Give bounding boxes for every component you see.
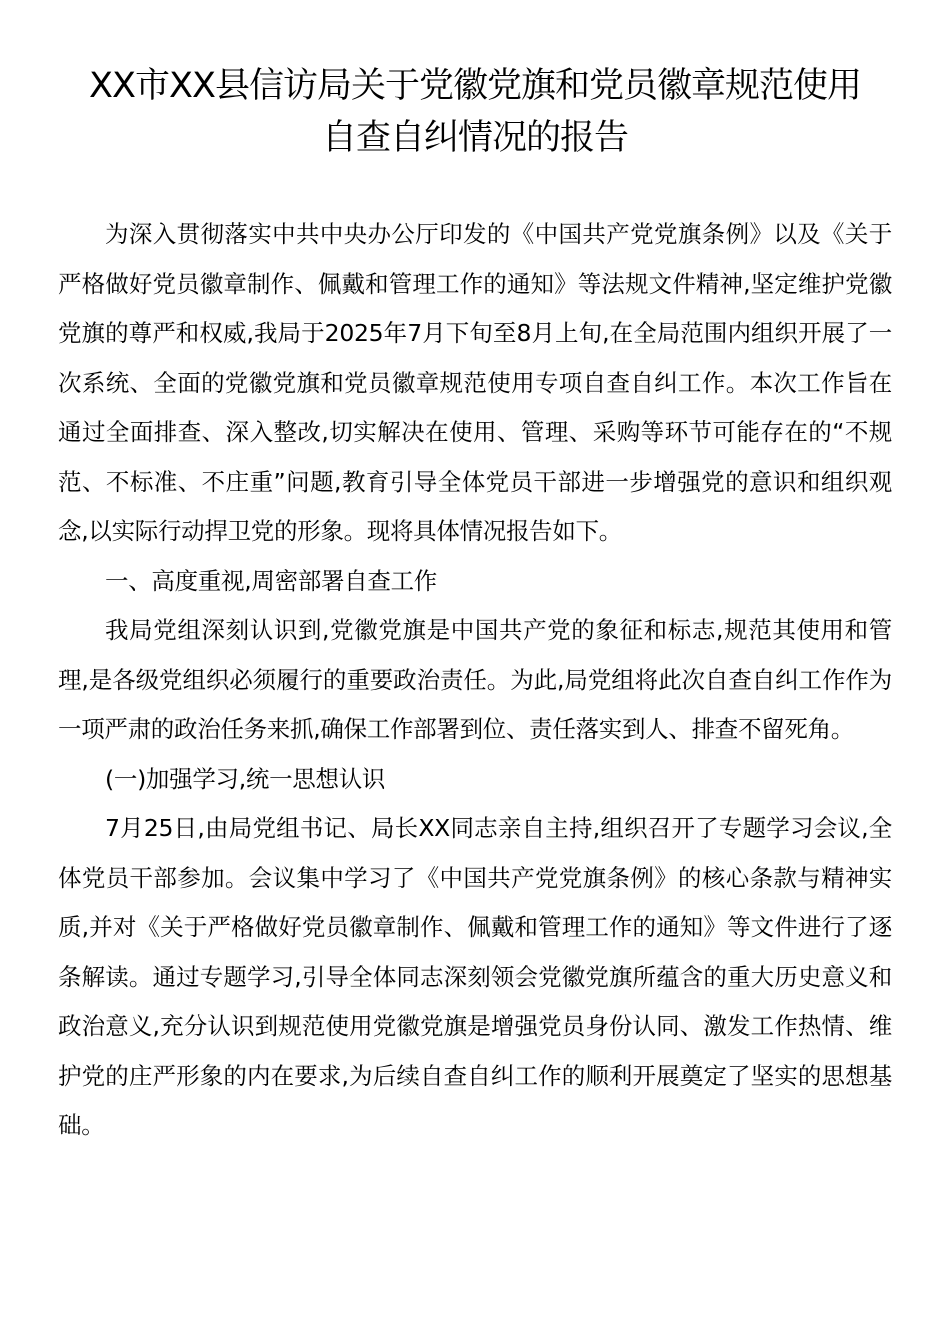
subsection-heading-1: (一)加强学习,统一思想认识 (105, 764, 386, 793)
intro-paragraph: 为深入贯彻落实中共中央办公厅印发的《中国共产党党旗条例》以及《关于严格做好党员徽章制作、佩戴和管理工作的通知》等法规文件精神,坚定维护党徽党旗的尊严和权威,我局于2025年7月下旬至8月上旬,在全局范围内组织开展了一次系统、全面的党徽党旗和党员徽章规范使用专项自查自纠工作。本次工作旨在通过全面排查、深入整改,切实解决在使用、管理、采购等环节可能存在的“不规范、不标准、不庄重”问题,教育引导全体党员干部进一步增强党的意识和组织观念,以实际行动捍卫党的形象。现将具体情况报告如下。 (58, 220, 892, 545)
document-body (58, 210, 892, 1151)
section-1-paragraph: 我局党组深刻认识到,党徽党旗是中国共产党的象征和标志,规范其使用和管理,是各级党组织必须履行的重要政治责任。为此,局党组将此次自查自纠工作作为一项严肃的政治任务来抓,确保工作部署到位、责任落实到人、排查不留死角。 (58, 616, 892, 743)
section-heading-1: 一、高度重视,周密部署自查工作 (105, 566, 437, 595)
document-title (58, 60, 892, 164)
title-line-2: 自查自纠情况的报告 (321, 118, 628, 158)
subsection-1-paragraph: 7月25日,由局党组书记、局长XX同志亲自主持,组织召开了专题学习会议,全体党员干部参加。会议集中学习了《中国共产党党旗条例》的核心条款与精神实质,并对《关于严格做好党员徽章制作、佩戴和管理工作的通知》等文件进行了逐条解读。通过专题学习,引导全体同志深刻领会党徽党旗所蕴含的重大历史意义和政治意义,充分认识到规范使用党徽党旗是增强党员身份认同、激发工作热情、维护党的庄严形象的内在要求,为后续自查自纠工作的顺利开展奠定了坚实的思想基础。 (58, 814, 892, 1139)
title-line-1: XX市XX县信访局关于党徽党旗和党员徽章规范使用 (89, 66, 861, 106)
